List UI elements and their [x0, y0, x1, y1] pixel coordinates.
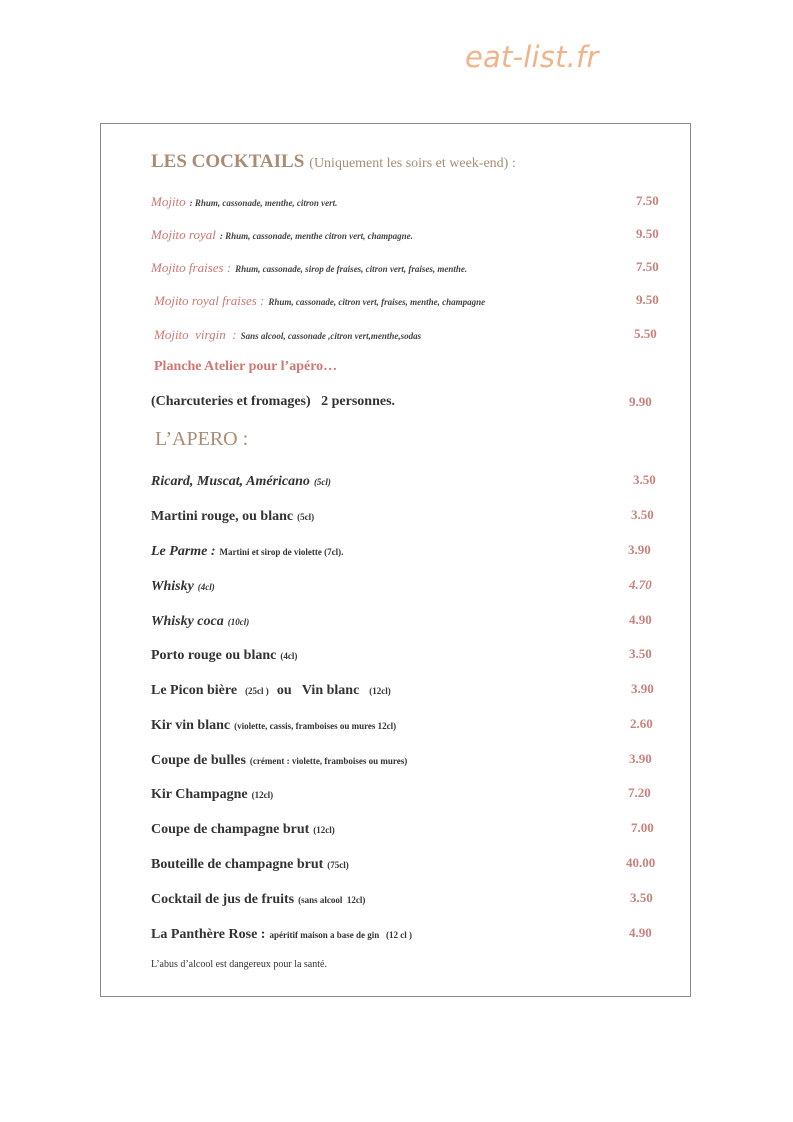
cocktail-name: Mojito royal fraises : [154, 293, 265, 308]
apero-price: 3.50 [630, 890, 653, 905]
apero-item [151, 542, 343, 560]
apero-price: 4.70 [629, 577, 652, 592]
apero-detail: (crément : violette, framboises ou mures) [249, 756, 408, 766]
apero-item [151, 925, 412, 943]
apero-name: Porto rouge ou blanc [151, 648, 277, 663]
cocktail-desc: Rhum, cassonade, citron vert, fraises, menthe, champagne [268, 297, 486, 307]
apero-item [151, 646, 297, 664]
cocktail-desc: Sans alcool, cassonade ,citron vert,menthe,sodas [240, 331, 422, 341]
apero-price: 4.90 [629, 925, 652, 940]
cocktail-item [154, 326, 421, 344]
apero-price: 7.20 [628, 785, 651, 800]
apero-item [151, 820, 335, 838]
cocktail-price: 9.50 [636, 226, 659, 241]
footer-warning: L’abus d’alcool est dangereux pour la santé. [151, 959, 327, 970]
apero-item [151, 785, 273, 803]
apero-name: Coupe de champagne brut [151, 822, 310, 837]
apero-name: Le Parme : [151, 544, 216, 559]
apero-item [151, 681, 391, 699]
apero-name: Whisky coca [151, 614, 224, 629]
planche-price: 9.90 [629, 394, 652, 409]
apero-item [151, 472, 331, 490]
apero-item [151, 612, 249, 630]
apero-name: Kir Champagne [151, 787, 248, 802]
watermark-logo: eat-list.fr [465, 40, 599, 74]
apero-item [151, 890, 365, 908]
cocktail-price: 9.50 [636, 292, 659, 307]
apero-price: 4.90 [629, 612, 652, 627]
apero-detail: (sans alcool 12cl) [298, 895, 366, 905]
cocktail-desc: : Rhum, cassonade, menthe citron vert, champagne. [219, 231, 413, 241]
cocktails-note: (Uniquement les soirs et week-end) : [309, 156, 516, 171]
planche-title: Planche Atelier pour l’apéro… [154, 359, 338, 374]
apero-title: L’APERO : [155, 428, 249, 450]
apero-name: Whisky [151, 579, 194, 594]
apero-detail: apéritif maison a base de gin (12 cl ) [269, 930, 412, 940]
apero-name: Le Picon bière [151, 683, 238, 698]
apero-item [151, 716, 396, 734]
apero-detail: (12cl) [251, 790, 274, 800]
apero-detail: (12cl) [313, 825, 335, 835]
apero-item [151, 577, 215, 595]
apero-price: 2.60 [630, 716, 653, 731]
apero-price: 3.50 [633, 472, 656, 487]
apero-detail: (10cl) [227, 617, 250, 627]
apero-extra: ou Vin blanc [276, 683, 360, 698]
apero-detail: (violette, cassis, framboises ou mures 12cl) [234, 721, 397, 731]
cocktail-name: Mojito [151, 194, 186, 209]
apero-item [151, 751, 407, 769]
apero-name: Martini rouge, ou blanc [151, 509, 294, 524]
cocktail-desc: Rhum, cassonade, sirop de fraises, citron vert, fraises, menthe. [235, 264, 468, 274]
cocktail-item [151, 259, 467, 277]
cocktail-price: 7.50 [636, 259, 659, 274]
apero-name: Kir vin blanc [151, 718, 231, 733]
apero-detail: (75cl) [327, 860, 349, 870]
apero-item [151, 855, 349, 873]
apero-price: 40.00 [626, 855, 656, 870]
cocktails-title: LES COCKTAILS [151, 151, 305, 172]
apero-detail: (4cl) [280, 651, 298, 661]
apero-price: 3.50 [629, 646, 652, 661]
apero-price: 3.90 [628, 542, 651, 557]
cocktails-title-row [151, 151, 516, 173]
apero-price: 3.50 [631, 507, 654, 522]
apero-detail: Martini et sirop de violette (7cl). [219, 547, 344, 557]
apero-detail: (5cl) [297, 512, 315, 522]
apero-name: Coupe de bulles [151, 753, 246, 768]
apero-name: Cocktail de jus de fruits [151, 892, 295, 907]
cocktail-price: 7.50 [636, 193, 659, 208]
apero-detail: (25cl ) [245, 686, 269, 696]
cocktail-item [151, 193, 337, 211]
apero-detail: (4cl) [197, 582, 215, 592]
apero-price: 3.90 [629, 751, 652, 766]
cocktail-desc: : Rhum, cassonade, menthe, citron vert. [189, 198, 338, 208]
cocktail-name: Mojito royal [151, 227, 216, 242]
apero-name: La Panthère Rose : [151, 927, 266, 942]
cocktail-name: Mojito fraises : [151, 260, 232, 275]
apero-price: 3.90 [631, 681, 654, 696]
cocktail-price: 5.50 [634, 326, 657, 341]
apero-detail: (5cl) [313, 477, 331, 487]
planche-line: (Charcuteries et fromages) 2 personnes. [151, 394, 396, 409]
apero-extra-detail: (12cl) [369, 686, 391, 696]
cocktail-item [151, 226, 413, 244]
apero-price: 7.00 [631, 820, 654, 835]
menu-frame [100, 123, 691, 997]
apero-item [151, 507, 314, 525]
cocktail-name: Mojito virgin : [154, 327, 237, 342]
apero-name: Bouteille de champagne brut [151, 857, 324, 872]
apero-name: Ricard, Muscat, Américano [151, 474, 310, 489]
cocktail-item [154, 292, 485, 310]
